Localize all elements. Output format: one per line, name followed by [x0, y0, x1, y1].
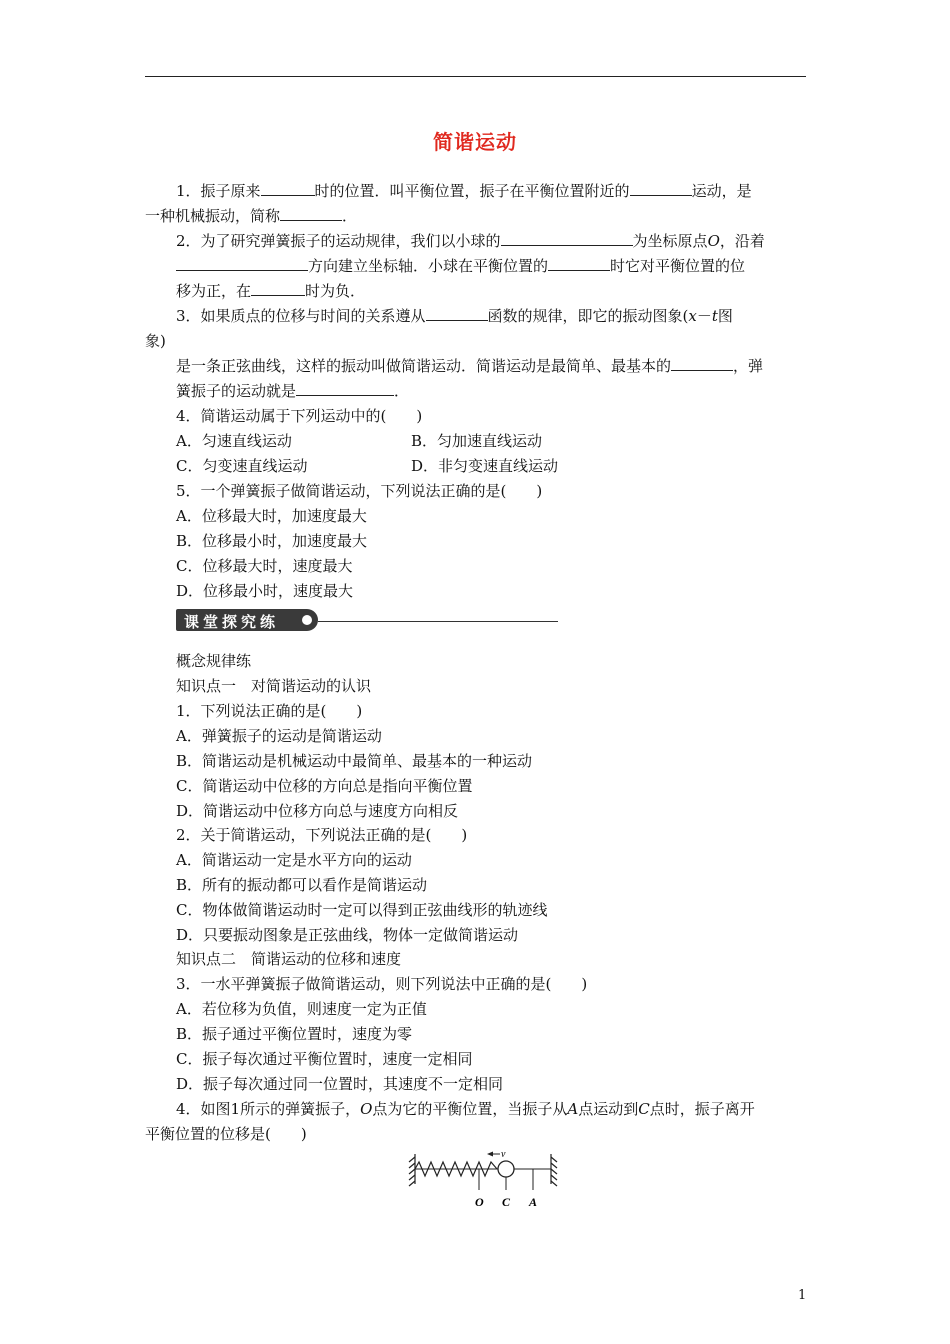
q3-text-d: 象) — [145, 332, 166, 350]
q4-stem: 4．简谐运动属于下列运动中的( ) — [176, 407, 423, 425]
p4-text-a: 4．如图1所示的弹簧振子， — [176, 1100, 361, 1118]
q2-text-d: 方向建立坐标轴．小球在平衡位置的 — [308, 257, 549, 275]
banner-rule — [318, 621, 558, 622]
q2-text-a: 2．为了研究弹簧振子的运动规律，我们以小球的 — [176, 232, 501, 250]
q3-text-a: 3．如果质点的位移与时间的关系遵从 — [176, 307, 426, 325]
page-number: 1 — [798, 1288, 807, 1303]
q1-line-1 — [176, 181, 752, 201]
velocity-label: v — [501, 1150, 506, 1160]
p1-stem: 1．下列说法正确的是( ) — [176, 702, 363, 720]
p4-text-d: 点时，振子离开 — [649, 1100, 755, 1118]
answer-blank[interactable] — [176, 256, 308, 271]
p2-option-a[interactable]: A．简谐运动一定是水平方向的运动 — [176, 851, 412, 869]
q5-option-d[interactable]: D．位移最小时，速度最大 — [176, 582, 354, 600]
q1-text-d: 一种机械振动，简称 — [145, 207, 281, 225]
p2-option-c[interactable]: C．物体做简谐运动时一定可以得到正弦曲线形的轨迹线 — [176, 901, 548, 919]
q4-option-b[interactable]: B．匀加速直线运动 — [411, 432, 543, 450]
p2-option-d[interactable]: D．只要振动图象是正弦曲线，物体一定做简谐运动 — [176, 926, 519, 944]
answer-blank[interactable] — [501, 231, 633, 246]
p2-option-b[interactable]: B．所有的振动都可以看作是简谐运动 — [176, 876, 428, 894]
label-a: A — [529, 1195, 538, 1209]
answer-blank[interactable] — [280, 206, 342, 221]
q3-text-b: 函数的规律，即它的振动图象( — [487, 307, 689, 325]
p1-option-a[interactable]: A．弹簧振子的运动是简谐运动 — [176, 727, 382, 745]
q1-text-c: 运动，是 — [691, 182, 752, 200]
spring-oscillator-figure — [405, 1150, 565, 1212]
section-banner — [176, 609, 318, 631]
q1-text-a: 1．振子原来 — [176, 182, 261, 200]
answer-blank[interactable] — [630, 181, 692, 196]
p4-text-c: 点运动到 — [578, 1100, 639, 1118]
answer-blank[interactable] — [251, 281, 305, 296]
point-a: A — [567, 1100, 579, 1118]
knowledge-point-2: 知识点二 简谐运动的位移和速度 — [176, 950, 402, 968]
q5-option-b[interactable]: B．位移最小时，加速度最大 — [176, 532, 368, 550]
q3-line-1 — [176, 306, 733, 326]
p3-option-d[interactable]: D．振子每次通过同一位置时，其速度不一定相同 — [176, 1075, 504, 1093]
p1-option-c[interactable]: C．简谐运动中位移的方向总是指向平衡位置 — [176, 777, 473, 795]
p3-option-b[interactable]: B．振子通过平衡位置时，速度为零 — [176, 1025, 413, 1043]
q4-option-a[interactable]: A．匀速直线运动 — [176, 432, 292, 450]
answer-blank[interactable] — [548, 256, 610, 271]
q2-line-3 — [176, 281, 365, 301]
p3-stem: 3．一水平弹簧振子做简谐运动，则下列说法中正确的是( ) — [176, 975, 588, 993]
q3-dash: － — [696, 307, 712, 325]
q4-option-c[interactable]: C．匀变速直线运动 — [176, 457, 308, 475]
q1-text-e: ． — [342, 207, 358, 225]
p2-stem: 2．关于简谐运动，下列说法正确的是( ) — [176, 826, 468, 844]
label-o: O — [475, 1195, 484, 1209]
left-wall — [409, 1154, 415, 1186]
header-rule — [145, 76, 806, 77]
q5-option-a[interactable]: A．位移最大时，加速度最大 — [176, 507, 367, 525]
q3-line-4 — [176, 381, 409, 401]
q1-line-2 — [145, 206, 357, 226]
q3-text-f: ，弹 — [733, 357, 764, 375]
q4-option-d[interactable]: D．非匀变速直线运动 — [411, 457, 559, 475]
q3-text-e: 是一条正弦曲线，这样的振动叫做简谐运动．简谐运动是最简单、最基本的 — [176, 357, 672, 375]
point-o: O — [360, 1100, 373, 1118]
p4-line-2: 平衡位置的位移是( ) — [145, 1125, 307, 1143]
q3-line-3 — [176, 356, 763, 376]
var-t: t — [711, 307, 718, 325]
q3-text-g: 簧振子的运动就是 — [176, 382, 297, 400]
q2-text-b: 为坐标原点 — [632, 232, 708, 250]
page-title: 简谐运动 — [433, 130, 517, 154]
section-heading: 概念规律练 — [176, 652, 252, 670]
point-o: O — [707, 232, 720, 250]
answer-blank[interactable] — [426, 306, 488, 321]
q2-text-f: 移为正，在 — [176, 282, 252, 300]
p4-text-b: 点为它的平衡位置，当振子从 — [372, 1100, 568, 1118]
ball — [498, 1161, 514, 1177]
var-x: x — [688, 307, 697, 325]
knowledge-point-1: 知识点一 对简谐运动的认识 — [176, 677, 372, 695]
q2-line-2 — [176, 256, 745, 276]
p1-option-b[interactable]: B．简谐运动是机械运动中最简单、最基本的一种运动 — [176, 752, 533, 770]
banner-label: 课堂探究练 — [184, 613, 280, 631]
q5-stem: 5．一个弹簧振子做简谐运动，下列说法正确的是( ) — [176, 482, 543, 500]
q2-text-c: ，沿着 — [719, 232, 765, 250]
q2-text-e: 时它对平衡位置的位 — [610, 257, 746, 275]
p1-option-d[interactable]: D．简谐运动中位移方向总与速度方向相反 — [176, 802, 459, 820]
answer-blank[interactable] — [296, 381, 394, 396]
p4-line-1 — [176, 1099, 755, 1119]
q3-text-h: ． — [394, 382, 410, 400]
p3-option-c[interactable]: C．振子每次通过平衡位置时，速度一定相同 — [176, 1050, 473, 1068]
q3-text-c: 图 — [717, 307, 733, 325]
arrow-head-icon — [487, 1152, 493, 1157]
bullet-dot-icon — [302, 615, 312, 625]
q5-option-c[interactable]: C．位移最大时，速度最大 — [176, 557, 353, 575]
q2-text-g: 时为负． — [305, 282, 366, 300]
answer-blank[interactable] — [671, 356, 733, 371]
point-c: C — [638, 1100, 650, 1118]
q3-line-2 — [145, 331, 166, 351]
p3-option-a[interactable]: A．若位移为负值，则速度一定为正值 — [176, 1000, 427, 1018]
q2-line-1 — [176, 231, 765, 251]
answer-blank[interactable] — [261, 181, 315, 196]
q1-text-b: 时的位置．叫平衡位置，振子在平衡位置附近的 — [314, 182, 630, 200]
label-c: C — [502, 1195, 511, 1209]
right-wall — [551, 1154, 557, 1186]
